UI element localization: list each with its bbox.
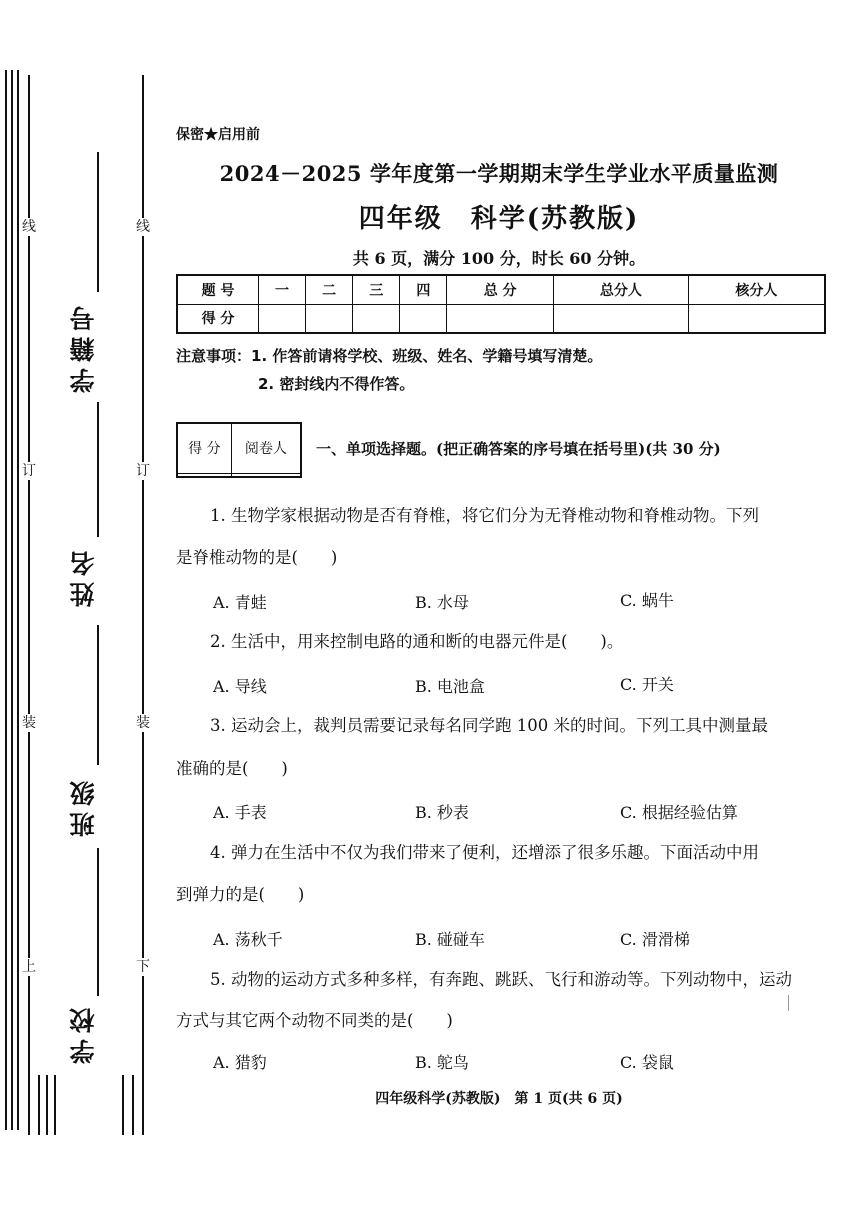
binding-line	[54, 1075, 56, 1135]
question-3-line-1: 3. 运动会上，裁判员需要记录每名同学跑 100 米的时间。下列工具中测量最	[210, 716, 768, 735]
question-3-option-a[interactable]: A. 手表	[213, 803, 267, 822]
question-1-option-b[interactable]: B. 水母	[415, 593, 469, 612]
grader-score-label: 得 分	[177, 423, 231, 473]
binding-line	[5, 70, 7, 1130]
score-cell[interactable]	[400, 304, 447, 333]
score-table-header: 总分人	[553, 275, 688, 304]
exam-title: 2024－2025 学年度第一学期期末学生学业水平质量监测	[219, 161, 779, 186]
grader-box	[176, 422, 302, 478]
grader-score-cell[interactable]	[177, 473, 231, 477]
score-cell[interactable]	[306, 304, 353, 333]
question-2-option-c[interactable]: C. 开关	[620, 675, 674, 694]
grader-reader-label: 阅卷人	[231, 423, 301, 473]
question-4-line-2: 到弹力的是( )	[176, 885, 305, 904]
margin-mark	[788, 995, 789, 1011]
score-table-header: 四	[400, 275, 447, 304]
score-table-header: 核分人	[688, 275, 825, 304]
binding-line	[46, 1075, 48, 1135]
score-table-header: 总 分	[447, 275, 553, 304]
seal-char: 下	[136, 959, 150, 975]
question-3-option-c[interactable]: C. 根据经验估算	[620, 803, 738, 822]
question-1-option-a[interactable]: A. 青蛙	[213, 593, 267, 612]
question-2-line-1: 2. 生活中，用来控制电路的通和断的电器元件是( )。	[210, 632, 624, 651]
student-id-label: 学籍号	[69, 300, 98, 393]
question-4-option-b[interactable]: B. 碰碰车	[415, 930, 485, 949]
question-5-option-b[interactable]: B. 鸵鸟	[415, 1053, 469, 1072]
score-cell[interactable]	[447, 304, 553, 333]
seal-char: 订	[22, 463, 36, 479]
score-table-header-row	[177, 275, 825, 304]
question-5-line-2: 方式与其它两个动物不同类的是( )	[176, 1011, 453, 1030]
seal-char: 线	[22, 219, 36, 235]
score-cell[interactable]	[353, 304, 400, 333]
class-field[interactable]	[97, 625, 99, 765]
score-table-header: 二	[306, 275, 353, 304]
school-field[interactable]	[97, 848, 99, 996]
question-4-option-a[interactable]: A. 荡秋千	[213, 930, 283, 949]
score-table-header: 三	[353, 275, 400, 304]
school-label: 学校	[69, 1002, 98, 1064]
exam-info: 共 6 页，满分 100 分，时长 60 分钟。	[352, 249, 646, 268]
question-3-line-2: 准确的是( )	[176, 759, 288, 778]
page-footer: 四年级科学(苏教版) 第 1 页(共 6 页)	[375, 1091, 623, 1107]
score-table-score-row	[177, 304, 825, 333]
score-table-header: 题 号	[177, 275, 259, 304]
question-2-option-a[interactable]: A. 导线	[213, 677, 267, 696]
question-3-option-b[interactable]: B. 秒表	[415, 803, 469, 822]
seal-char: 装	[136, 715, 150, 731]
question-4-option-c[interactable]: C. 滑滑梯	[620, 930, 690, 949]
score-row-label: 得 分	[177, 304, 259, 333]
binding-line	[38, 1075, 40, 1135]
binding-line	[132, 1075, 134, 1135]
score-table	[176, 274, 826, 334]
notice-line-1: 注意事项：1. 作答前请将学校、班级、姓名、学籍号填写清楚。	[176, 347, 603, 365]
exam-subtitle: 四年级 科学(苏教版)	[358, 204, 640, 234]
seal-char: 线	[136, 219, 150, 235]
seal-char: 上	[22, 959, 36, 975]
binding-line	[122, 1075, 124, 1135]
question-1-line-2: 是脊椎动物的是( )	[176, 548, 338, 567]
question-5-option-a[interactable]: A. 猎豹	[213, 1053, 267, 1072]
binding-line	[17, 70, 19, 1130]
score-cell[interactable]	[259, 304, 306, 333]
name-field[interactable]	[97, 402, 99, 537]
question-4-line-1: 4. 弹力在生活中不仅为我们带来了便利，还增添了很多乐趣。下面活动中用	[210, 843, 759, 862]
seal-char: 装	[22, 715, 36, 731]
score-table-header: 一	[259, 275, 306, 304]
question-1-line-1: 1. 生物学家根据动物是否有脊椎，将它们分为无脊椎动物和脊椎动物。下列	[210, 506, 759, 525]
notice-line-2: 2. 密封线内不得作答。	[258, 375, 415, 393]
student-id-field[interactable]	[97, 152, 99, 292]
question-1-option-c[interactable]: C. 蜗牛	[620, 591, 674, 610]
question-2-option-b[interactable]: B. 电池盒	[415, 677, 485, 696]
score-cell[interactable]	[553, 304, 688, 333]
grader-reader-cell[interactable]	[231, 473, 301, 477]
score-cell[interactable]	[688, 304, 825, 333]
question-5-option-c[interactable]: C. 袋鼠	[620, 1053, 674, 1072]
class-label: 班级	[69, 775, 98, 837]
seal-char: 订	[136, 463, 150, 479]
confidential-mark: 保密★启用前	[176, 127, 260, 143]
question-5-line-1: 5. 动物的运动方式多种多样，有奔跑、跳跃、飞行和游动等。下列动物中，运动	[210, 970, 792, 989]
section-title: 一、单项选择题。(把正确答案的序号填在括号里)(共 30 分)	[316, 440, 721, 458]
binding-line	[11, 70, 13, 1130]
name-label: 姓名	[69, 545, 98, 607]
